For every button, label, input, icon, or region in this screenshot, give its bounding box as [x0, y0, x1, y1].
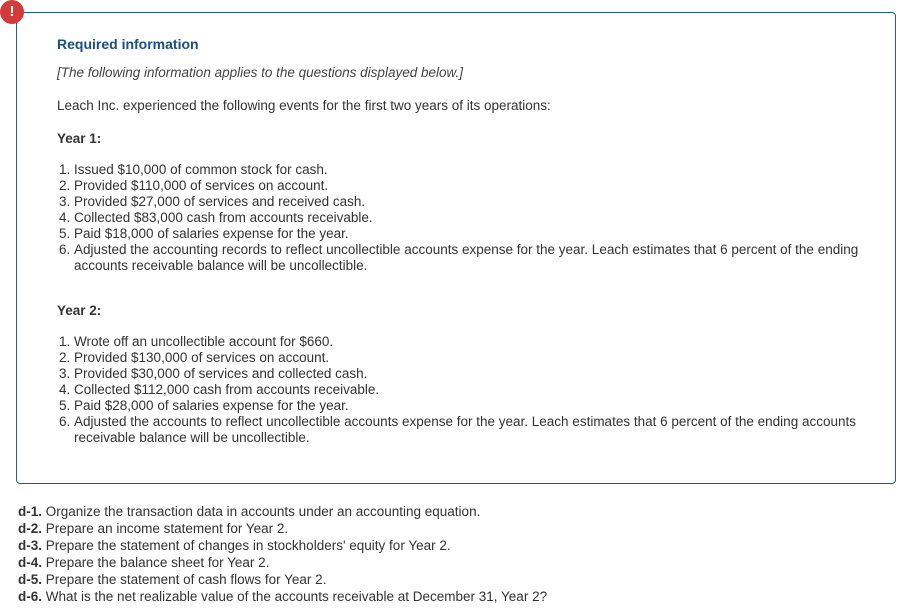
list-item: 2. Provided $130,000 of services on account. [74, 350, 874, 366]
list-item: 3. Provided $30,000 of services and collected cash. [74, 366, 874, 382]
list-item: 3. Provided $27,000 of services and received cash. [74, 194, 874, 210]
question-text: What is the net realizable value of the accounts receivable at December 31, Year 2? [45, 589, 548, 604]
lead-text: Leach Inc. experienced the following events for the first two years of its operations: [57, 98, 551, 113]
question-item [18, 588, 547, 605]
question-code: d-2. [18, 521, 43, 536]
year1-title: Year 1: [57, 131, 102, 146]
year2-title: Year 2: [57, 303, 102, 318]
list-item: 4. Collected $83,000 cash from accounts receivable. [74, 210, 874, 226]
list-item: 5. Paid $28,000 of salaries expense for the year. [74, 398, 874, 414]
question-text: Organize the transaction data in accounts under an accounting equation. [45, 504, 481, 519]
question-code: d-3. [18, 538, 43, 553]
list-item: 2. Provided $110,000 of services on account. [74, 178, 874, 194]
questions-list [18, 503, 547, 605]
question-item [18, 520, 547, 537]
list-item: 1. Wrote off an uncollectible account for $660. [74, 334, 874, 350]
list-item: 5. Paid $18,000 of salaries expense for the year. [74, 226, 874, 242]
year1-events-list [57, 162, 874, 274]
question-code: d-1. [18, 504, 43, 519]
required-information-panel [16, 12, 896, 484]
list-item: 4. Collected $112,000 cash from accounts receivable. [74, 382, 874, 398]
question-item [18, 554, 547, 571]
question-code: d-5. [18, 572, 43, 587]
question-code: d-6. [18, 589, 43, 604]
question-item [18, 571, 547, 588]
alert-icon: ! [0, 0, 24, 24]
list-item: 6. Adjusted the accounting records to reflect uncollectible accounts expense for the year. Leach estimates that 6 percent of the ending accounts receivable balance will be uncollectible. [74, 242, 874, 274]
panel-heading: Required information [57, 36, 199, 52]
question-text: Prepare the statement of cash flows for Year 2. [45, 572, 327, 587]
list-item: 1. Issued $10,000 of common stock for cash. [74, 162, 874, 178]
question-text: Prepare the statement of changes in stockholders' equity for Year 2. [45, 538, 451, 553]
question-code: d-4. [18, 555, 43, 570]
question-text: Prepare the balance sheet for Year 2. [45, 555, 270, 570]
question-item [18, 503, 547, 520]
year2-events-list [57, 334, 874, 446]
intro-note: [The following information applies to the questions displayed below.] [57, 65, 463, 80]
list-item: 6. Adjusted the accounts to reflect uncollectible accounts expense for the year. Leach estimates that 6 percent of the ending accounts receivable balance will be uncollectible. [74, 414, 874, 446]
question-item [18, 537, 547, 554]
question-text: Prepare an income statement for Year 2. [45, 521, 289, 536]
